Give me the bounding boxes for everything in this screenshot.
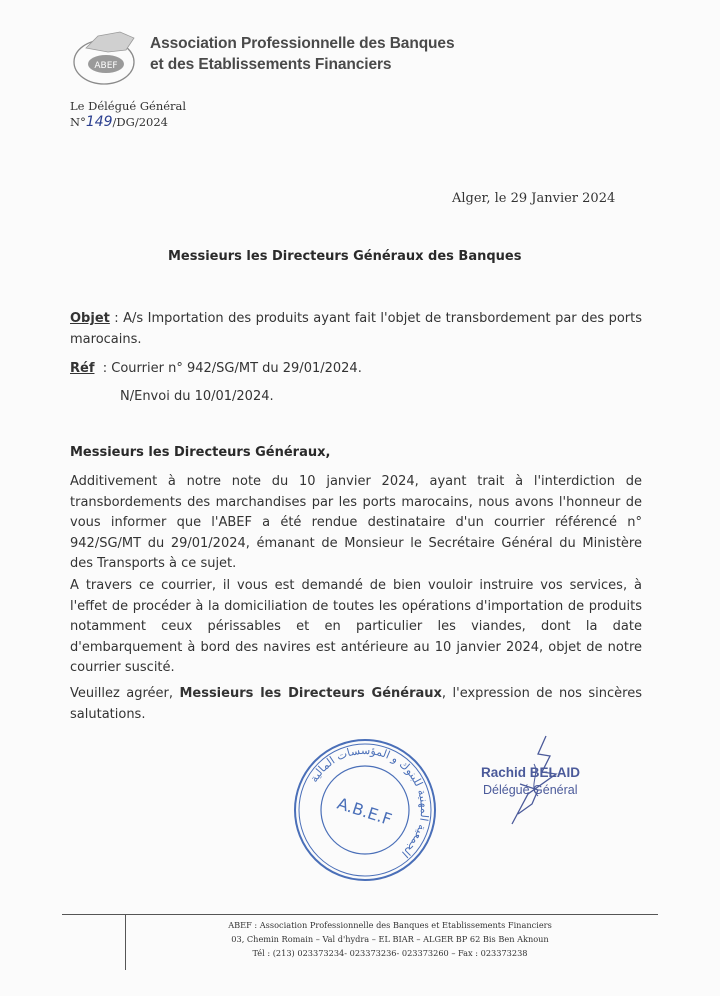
ref-line1: Courrier n° 942/SG/MT du 29/01/2024. bbox=[111, 361, 362, 376]
org-name-line1: Association Professionnelle des Banques bbox=[150, 35, 455, 52]
ref-prefix: N° bbox=[70, 115, 86, 129]
paragraph-2: A travers ce courrier, il vous est demandé de bien vouloir instruire vos services, à l'effet de procéder à la domiciliation de toutes les opérations d'importation de produits notamment ceux périssables et en particulier les viandes, dont la date d'embarquement à bord des navires est antérieure au 10 janvier 2024, objet de notre courrier suscité. bbox=[70, 578, 642, 675]
signature-scribble bbox=[498, 734, 568, 830]
footer-line-1: ABEF : Association Professionnelle des Banques et Etablissements Financiers bbox=[228, 920, 552, 930]
objet-label: Objet bbox=[70, 311, 110, 326]
closing-paragraph bbox=[70, 684, 642, 725]
delegue-label: Le Délégué Général bbox=[70, 99, 187, 113]
svg-text:ABEF: ABEF bbox=[94, 61, 118, 71]
closing-bold: Messieurs les Directeurs Généraux bbox=[179, 686, 442, 701]
stamp-center-text: A.B.E.F bbox=[334, 793, 395, 830]
reference-number bbox=[70, 114, 168, 130]
stamp-graphic bbox=[292, 737, 438, 883]
objet-separator: : bbox=[109, 311, 124, 326]
footer-divider bbox=[62, 914, 658, 915]
ref-line2: N/Envoi du 10/01/2024. bbox=[120, 389, 274, 404]
objet-block bbox=[70, 309, 642, 350]
official-stamp bbox=[292, 737, 438, 883]
abef-logo bbox=[68, 26, 150, 92]
ref-separator: : bbox=[94, 361, 112, 376]
greeting: Messieurs les Directeurs Généraux, bbox=[70, 445, 331, 460]
paragraph-1: Additivement à notre note du 10 janvier 2024, ayant trait à l'interdiction de transbordements des marchandises par les ports marocains, nous avons l'honneur de vous informer que l'ABEF a été rendue destinataire d'un courrier référencé n° 942/SG/MT du 29/01/2024, émanant de Monsieur le Secrétaire Général du Ministère des Transports à ce sujet. bbox=[70, 474, 642, 571]
closing-suffix: , l'expression de nos sincères salutations. bbox=[70, 686, 642, 722]
handwritten-signature bbox=[498, 734, 568, 830]
closing-prefix: Veuillez agréer, bbox=[70, 686, 180, 701]
signatory-title: Délégué Général bbox=[483, 783, 578, 797]
abef-logo-graphic bbox=[68, 26, 150, 92]
stamp-ring-text: الجمعية المهنية للبنوك و المؤسسات المالية bbox=[307, 743, 432, 861]
addressee: Messieurs les Directeurs Généraux des Banques bbox=[168, 249, 522, 264]
footer-line-2: 03, Chemin Romain – Val d'hydra – EL BIAR – ALGER BP 62 Bis Ben Aknoun bbox=[231, 934, 549, 944]
objet-text: A/s Importation des produits ayant fait l'objet de transbordement par des ports marocains. bbox=[70, 311, 642, 347]
footer-line-3: Tél : (213) 023373234- 023373236- 023373260 – Fax : 023373238 bbox=[252, 948, 528, 958]
footer-side-rule bbox=[125, 914, 126, 970]
ref-block bbox=[70, 359, 642, 380]
org-name-line2: et des Etablissements Financiers bbox=[150, 56, 392, 73]
signatory-name: Rachid BELAID bbox=[481, 765, 581, 780]
date-line: Alger, le 29 Janvier 2024 bbox=[452, 191, 616, 206]
ref-suffix: /DG/2024 bbox=[112, 115, 168, 129]
ref-label: Réf bbox=[70, 361, 95, 376]
ref-number-handwritten: 149 bbox=[85, 114, 113, 130]
